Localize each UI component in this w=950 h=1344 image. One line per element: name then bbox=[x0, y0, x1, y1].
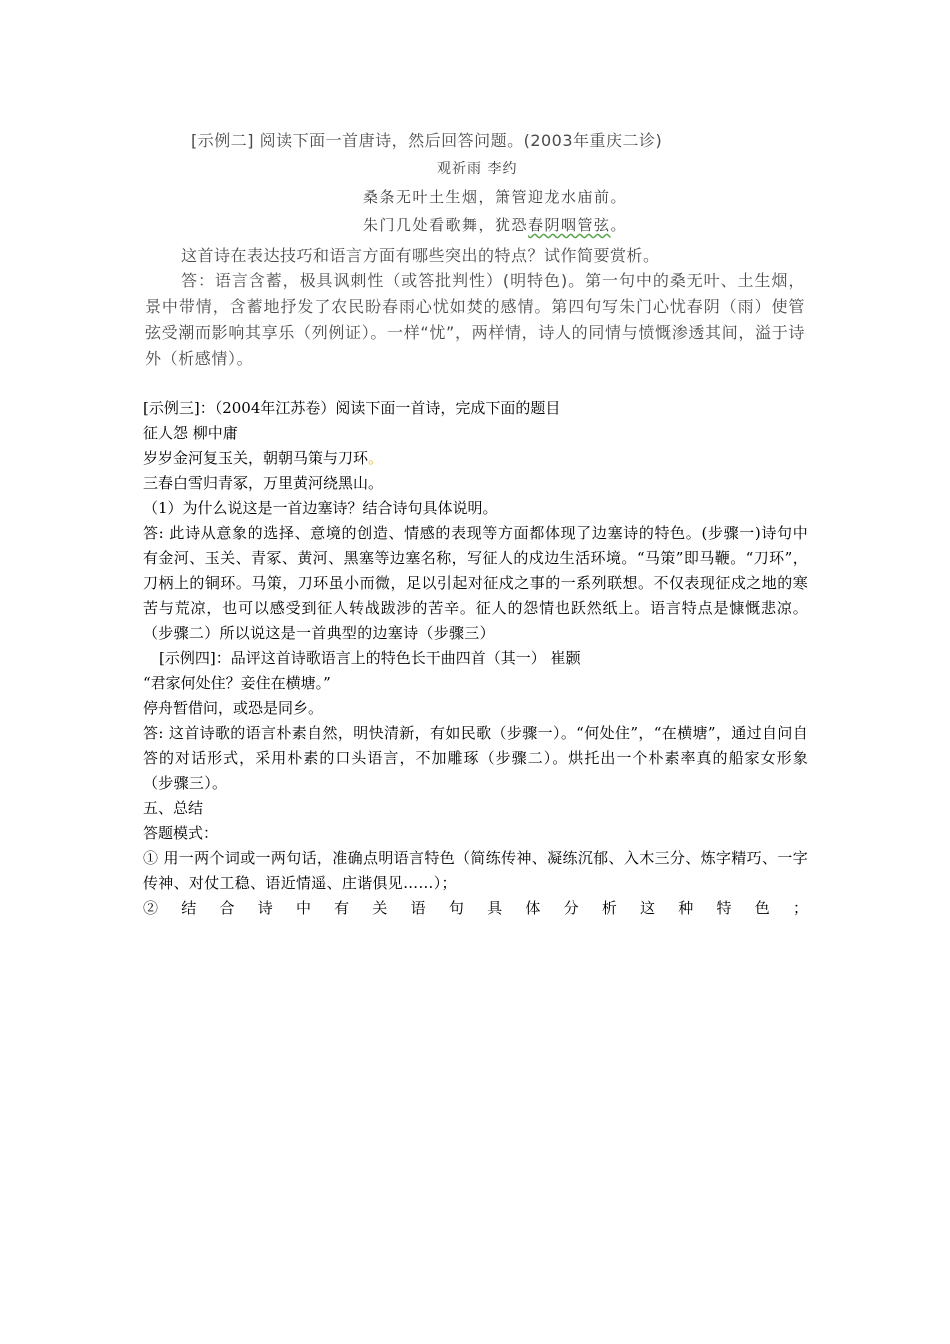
scanned-example-image bbox=[145, 118, 820, 380]
example-four-answer: 答: 这首诗歌的语言朴素自然，明快清新，有如民歌（步骤一）。“何处住”，“在横塘”，通过自问自答的对话形式，采用朴素的口头语言，不加雕琢（步骤二）。烘托出一个朴素率真的船家女形象（步骤三）。 bbox=[143, 724, 808, 792]
poem-line-2-end: 。 bbox=[610, 216, 628, 234]
example-three-poem-line-2: 三春白雪归青冢，万里黄河绕黑山。 bbox=[143, 474, 384, 492]
example-four-poem-line-1: “君家何处住？妾住在横塘。” bbox=[143, 674, 331, 692]
poem-line-text: 岁岁金河复玉关，朝朝马策与刀环 bbox=[143, 449, 369, 467]
poem-line-2-start: 朱门几处看歌舞，犹恐 bbox=[363, 216, 529, 234]
example-four-poem-line-2: 停舟暂借问，或恐是同乡。 bbox=[143, 699, 324, 717]
example-two-answer: 答：语言含蓄，极具讽刺性（或答批判性）(明特色)。第一句中的桑无叶、土生烟，景中带情，含蓄地抒发了农民盼春雨心忧如焚的感情。第四句写朱门心忧春阴（雨）使管弦受潮而影响其享乐（列例证）。一样“忧”，两样情，诗人的同情与愤慨渗透其间，溢于诗外（析感情）。 bbox=[145, 271, 805, 368]
document-body bbox=[143, 396, 808, 921]
example-three-answer: 答: 此诗从意象的选择、意境的创造、情感的表现等方面都体现了边塞诗的特色。(步骤一)诗句中有金河、玉关、青冢、黄河、黑塞等边塞名称，写征人的戍边生活环境。“马策”即马鞭。“刀环”，刀柄上的铜环。马策，刀环虽小而微，足以引起对征戍之事的一系列联想。不仅表现征戍之地的寒苦与荒凉，也可以感受到征人转战跋涉的苦辛。征人的怨情也跃然纸上。语言特点是慷慨悲凉。（步骤二）所以说这是一首典型的边塞诗（步骤三） bbox=[143, 524, 808, 642]
poem-line-2-underlined: 春阴咽管弦 bbox=[528, 216, 611, 234]
answer-mode-item-2: ② 结 合 诗 中 有 关 语 句 具 体 分 析 这 种 特 色 ； bbox=[143, 899, 808, 917]
example-two-question: 这首诗在表达技巧和语言方面有哪些突出的特点？试作简要赏析。 bbox=[181, 246, 660, 265]
example-three-poem-title: 征人怨 柳中庸 bbox=[143, 424, 238, 442]
example-two-heading: [示例二] 阅读下面一首唐诗，然后回答问题。(2003年重庆二诊) bbox=[191, 131, 663, 150]
poem-line-1: 桑条无叶土生烟，箫管迎龙水庙前。 bbox=[363, 188, 628, 206]
example-three-question: （1）为什么说这是一首边塞诗？结合诗句具体说明。 bbox=[143, 499, 498, 517]
poem-line-punct: 。 bbox=[368, 449, 384, 467]
poem-title: 观祈雨 李约 bbox=[437, 161, 518, 177]
poem-line-2 bbox=[363, 214, 627, 235]
example-three-heading: [示例三]：（2004年江苏卷）阅读下面一首诗，完成下面的题目 bbox=[143, 399, 561, 417]
answer-mode-label: 答题模式： bbox=[143, 824, 219, 842]
example-three-poem-line-1 bbox=[143, 446, 808, 471]
section-five-heading: 五、总结 bbox=[143, 799, 204, 817]
example-four-heading: [示例四]：品评这首诗歌语言上的特色长干曲四首（其一） 崔颢 bbox=[159, 649, 581, 667]
answer-mode-item-1: ① 用一两个词或一两句话，准确点明语言特色（简练传神、凝练沉郁、入木三分、炼字精巧、一字传神、对仗工稳、语近情遥、庄谐俱见……）； bbox=[143, 849, 808, 892]
